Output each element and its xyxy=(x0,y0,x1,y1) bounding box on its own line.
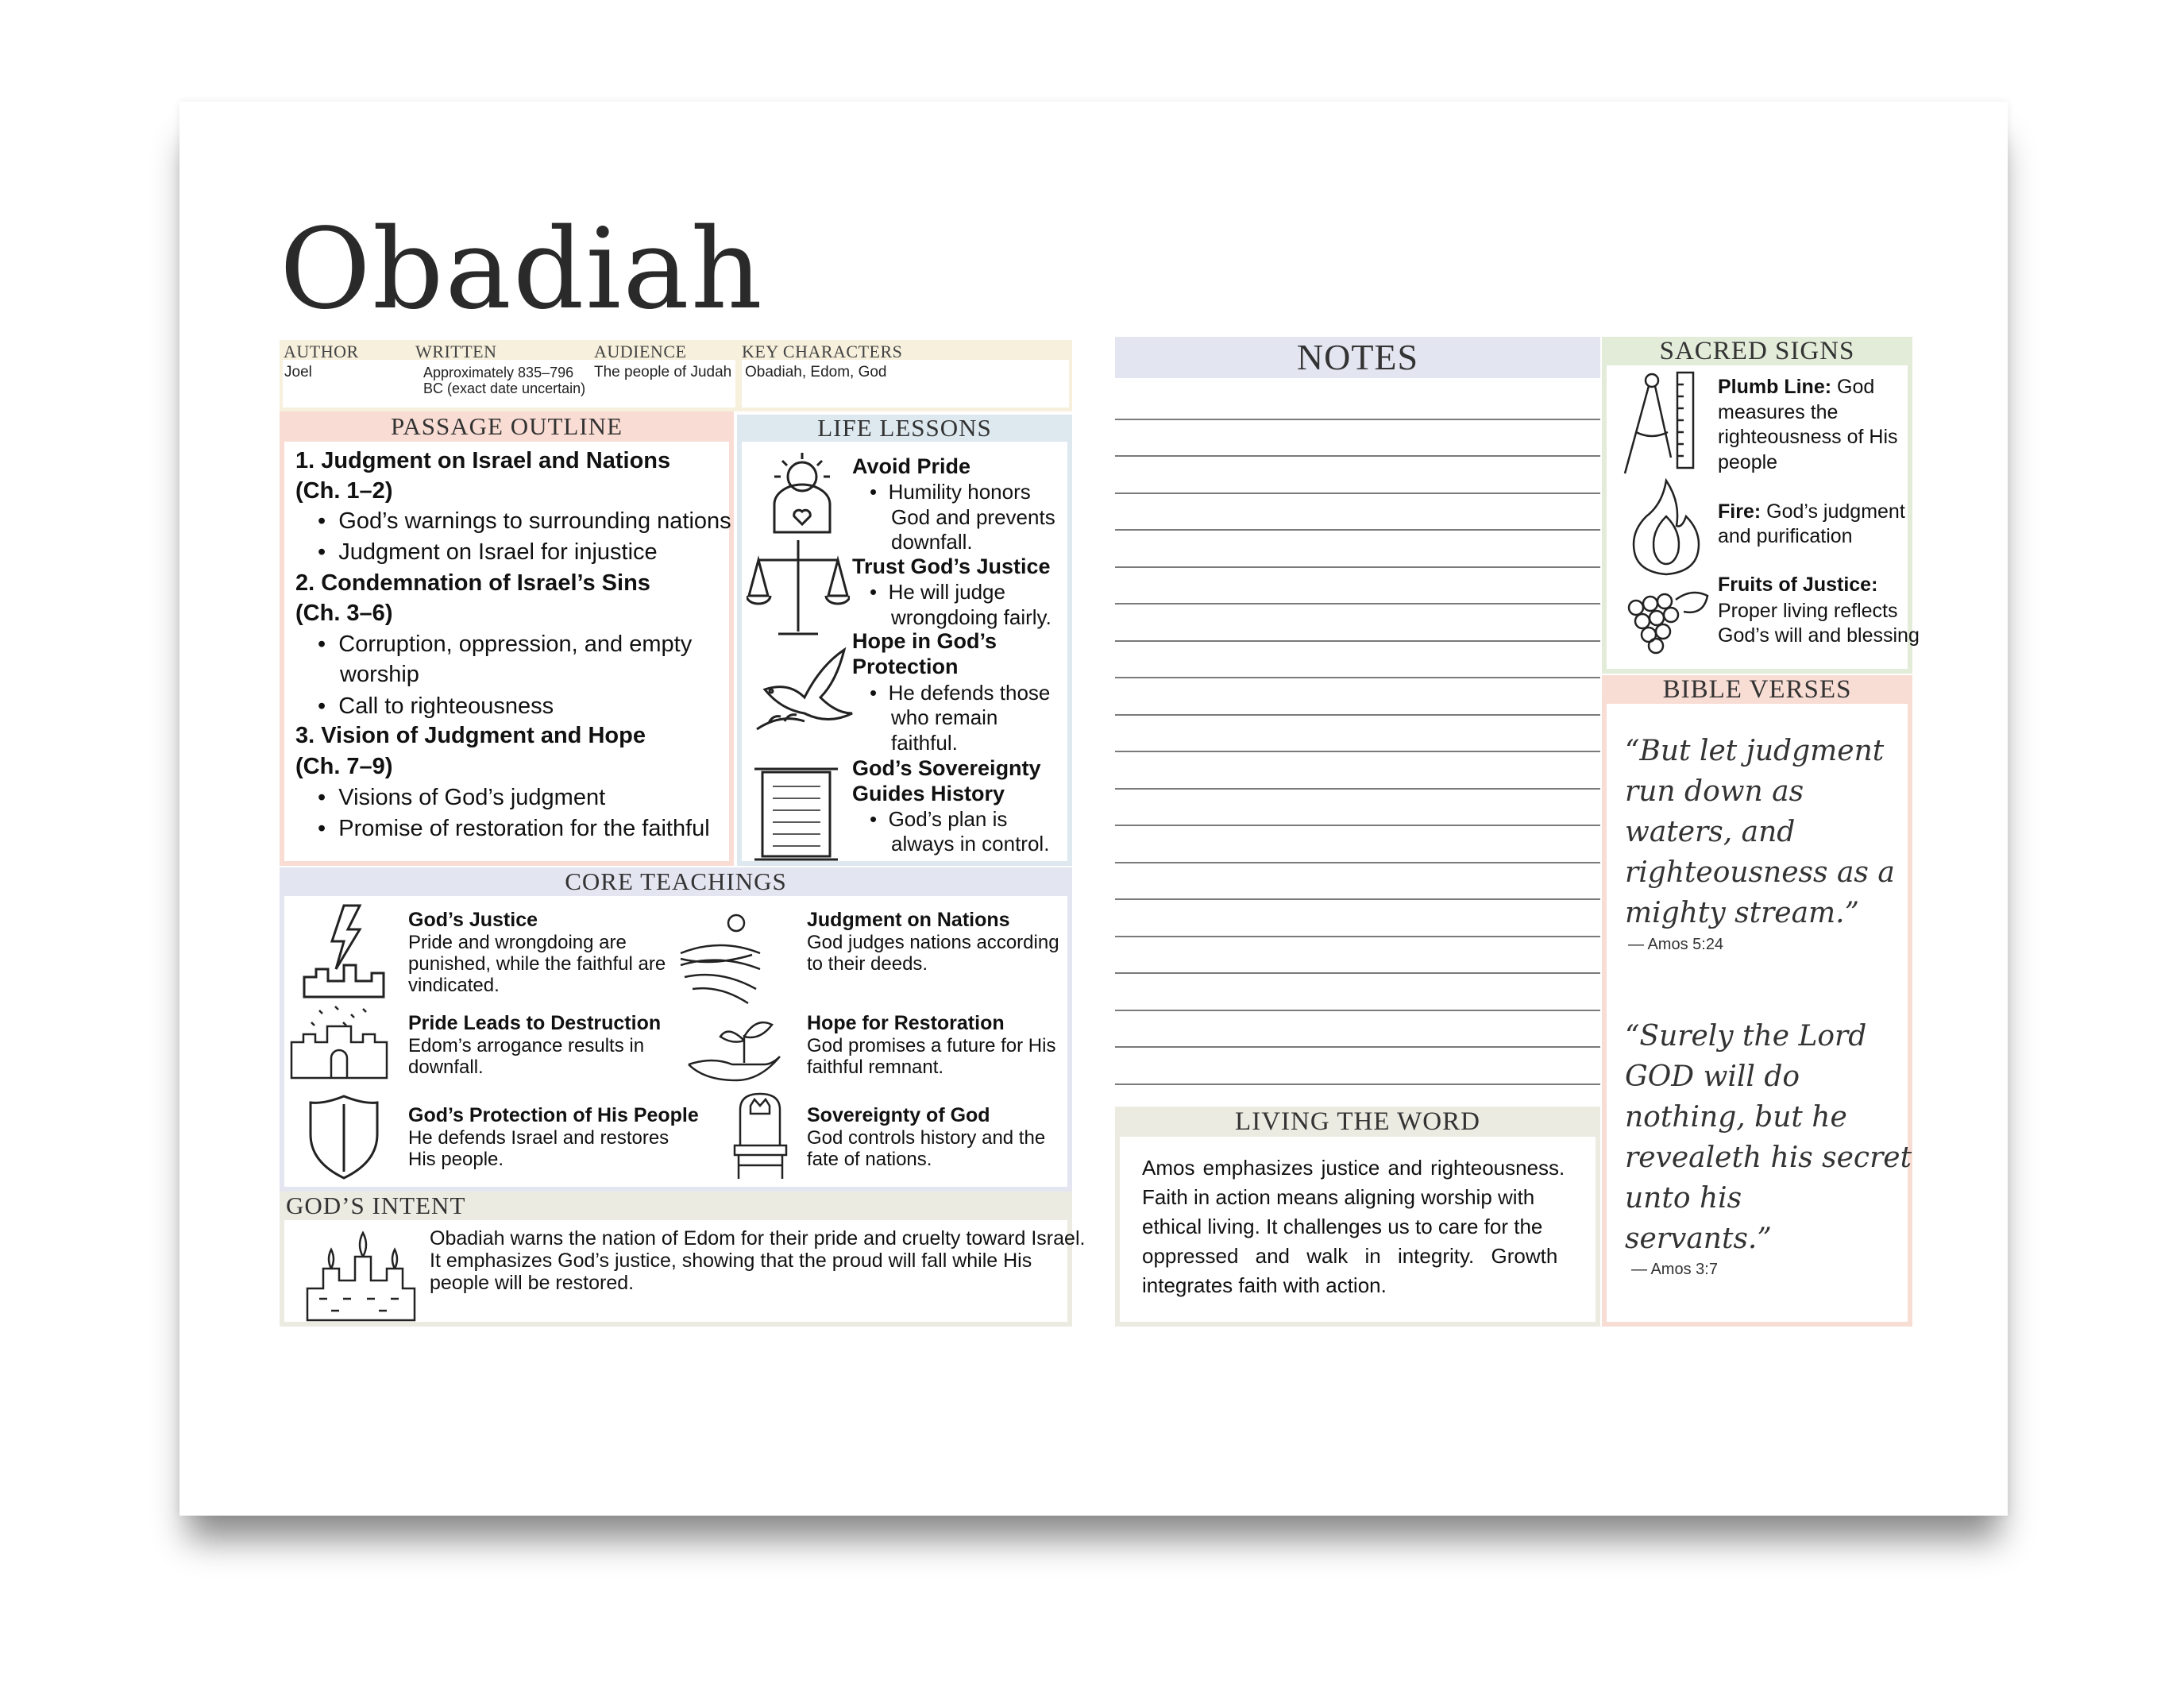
verse-2-line-6: servants.” xyxy=(1625,1223,1772,1255)
core-1-line-2: punished, while the faithful are xyxy=(408,953,666,975)
sign-3-title: Fruits of Justice: xyxy=(1718,574,1878,596)
notes-line[interactable] xyxy=(1115,751,1600,752)
notes-line[interactable] xyxy=(1115,972,1600,974)
core-2-line-2: to their deeds. xyxy=(807,953,928,975)
written-value-1: Approximately 835–796 xyxy=(423,365,574,380)
notes-line[interactable] xyxy=(1115,825,1600,826)
living-line-4: oppressed and walk in integrity. Growth xyxy=(1142,1244,1558,1268)
lesson-4-title-1: God’s Sovereignty xyxy=(852,756,1041,780)
sign-1-line-1: Plumb Line: God xyxy=(1718,376,1875,398)
notes-line[interactable] xyxy=(1115,529,1600,531)
outline-s2-ref: (Ch. 3–6) xyxy=(295,601,393,626)
core-3-line-1: Edom’s arrogance results in xyxy=(408,1035,645,1056)
sign-2-line-2: and purification xyxy=(1718,525,1853,547)
sign-3-line-2: God’s will and blessing xyxy=(1718,624,1920,647)
outline-s2-bullet-1-cont: worship xyxy=(340,662,419,687)
living-line-3: ethical living. It challenges us to care for the xyxy=(1142,1215,1543,1238)
notes-line[interactable] xyxy=(1115,1083,1600,1085)
outline-s1-title: 1. Judgment on Israel and Nations xyxy=(295,448,671,473)
core-5-line-1: He defends Israel and restores xyxy=(408,1127,669,1149)
verse-1-line-2: run down as xyxy=(1625,775,1804,808)
verse-1-reference: — Amos 5:24 xyxy=(1628,936,1724,953)
notes-line[interactable] xyxy=(1115,677,1600,678)
living-line-5: integrates faith with action. xyxy=(1142,1273,1387,1297)
lesson-1-bullet: • Humility honors xyxy=(870,480,1031,504)
living-word-header: LIVING THE WORD xyxy=(1235,1107,1480,1136)
notes-line[interactable] xyxy=(1115,603,1600,605)
page-title: Obadiah xyxy=(280,205,764,334)
grapes-icon xyxy=(1620,584,1711,655)
notes-line[interactable] xyxy=(1115,1046,1600,1048)
notes-line[interactable] xyxy=(1115,714,1600,716)
written-label: WRITTEN xyxy=(415,342,497,361)
intent-line-3: people will be restored. xyxy=(430,1272,635,1294)
plumb-line-compass-icon xyxy=(1620,369,1700,480)
sign-3-line-1: Proper living reflects xyxy=(1718,600,1898,622)
core-3-line-2: downfall. xyxy=(408,1056,484,1078)
lesson-2-text-2: wrongdoing fairly. xyxy=(891,605,1051,629)
lesson-4-bullet: • God’s plan is xyxy=(870,807,1008,831)
dove-icon xyxy=(749,634,860,745)
core-1-title: God’s Justice xyxy=(408,909,538,931)
outline-s3-ref: (Ch. 7–9) xyxy=(295,754,393,779)
notes-line[interactable] xyxy=(1115,788,1600,790)
living-line-2: Faith in action means aligning worship with xyxy=(1142,1185,1535,1209)
sign-1-line-4: people xyxy=(1718,451,1778,473)
written-value-2: BC (exact date uncertain) xyxy=(423,380,586,396)
gods-intent-header: GOD’S INTENT xyxy=(286,1192,466,1219)
author-label: AUTHOR xyxy=(284,342,359,361)
bible-verses-header: BIBLE VERSES xyxy=(1662,675,1852,704)
core-2-line-1: God judges nations according xyxy=(807,932,1059,953)
lesson-2-bullet: • He will judge xyxy=(870,580,1005,604)
intent-line-2: It emphasizes God’s justice, showing that the proud will fall while His xyxy=(430,1250,1032,1272)
author-value: Joel xyxy=(284,364,312,380)
lesson-1-title: Avoid Pride xyxy=(852,454,971,478)
outline-s3-bullet-1: • Visions of God’s judgment xyxy=(318,785,606,810)
intent-line-1: Obadiah warns the nation of Edom for their pride and cruelty toward Israel. xyxy=(430,1227,1086,1250)
verse-1-line-4: righteousness as a xyxy=(1625,856,1895,889)
core-4-line-2: faithful remnant. xyxy=(807,1056,944,1078)
notes-line[interactable] xyxy=(1115,455,1600,457)
verse-2-line-4: revealeth his secret xyxy=(1625,1141,1912,1174)
notes-line[interactable] xyxy=(1115,640,1600,642)
notes-line[interactable] xyxy=(1115,492,1600,494)
outline-s2-bullet-1: • Corruption, oppression, and empty xyxy=(318,632,693,657)
notes-line[interactable] xyxy=(1115,419,1600,420)
notes-line[interactable] xyxy=(1115,862,1600,863)
outline-s1-bullet-2: • Judgment on Israel for injustice xyxy=(318,539,658,565)
hand-sprout-icon xyxy=(685,1009,784,1084)
lesson-4-title-2: Guides History xyxy=(852,782,1005,805)
sacred-signs-header: SACRED SIGNS xyxy=(1659,337,1855,365)
notes-line[interactable] xyxy=(1115,1010,1600,1011)
outline-s2-bullet-2: • Call to righteousness xyxy=(318,693,554,719)
fire-icon xyxy=(1626,477,1706,576)
person-heart-icon xyxy=(766,449,838,536)
verse-1-line-5: mighty stream.” xyxy=(1625,897,1860,929)
core-5-title: God’s Protection of His People xyxy=(408,1104,699,1126)
scales-icon xyxy=(747,532,850,639)
life-lessons-header: LIFE LESSONS xyxy=(817,414,992,442)
verse-1-line-3: waters, and xyxy=(1625,816,1796,848)
outline-s1-bullet-1: • God’s warnings to surrounding nations xyxy=(318,508,731,534)
verse-2-reference: — Amos 3:7 xyxy=(1631,1261,1718,1278)
notes-line[interactable] xyxy=(1115,936,1600,937)
verse-2-line-2: GOD will do xyxy=(1625,1060,1800,1093)
outline-s2-title: 2. Condemnation of Israel’s Sins xyxy=(295,570,650,596)
audience-label: AUDIENCE xyxy=(594,342,687,361)
verse-1-line-1: “But let judgment xyxy=(1625,735,1885,767)
core-1-line-3: vindicated. xyxy=(408,975,500,996)
lesson-1-text-2: God and prevents xyxy=(891,505,1055,529)
characters-value: Obadiah, Edom, God xyxy=(745,364,887,380)
falling-fortress-icon xyxy=(287,1002,391,1082)
core-5-line-2: His people. xyxy=(408,1149,504,1170)
scroll-icon xyxy=(751,763,842,866)
lesson-3-title-2: Protection xyxy=(852,655,959,678)
audience-value: The people of Judah xyxy=(594,364,732,380)
core-4-title: Hope for Restoration xyxy=(807,1012,1005,1034)
burning-city-icon xyxy=(303,1223,419,1323)
outline-s1-ref: (Ch. 1–2) xyxy=(295,478,393,504)
characters-label: KEY CHARACTERS xyxy=(742,342,903,361)
passage-outline-header: PASSAGE OUTLINE xyxy=(390,412,623,440)
lesson-4-text-2: always in control. xyxy=(891,832,1050,856)
lesson-2-title: Trust God’s Justice xyxy=(852,554,1051,578)
lesson-3-title-1: Hope in God’s xyxy=(852,629,997,653)
throne-icon xyxy=(731,1090,790,1181)
notes-header: NOTES xyxy=(1296,337,1419,377)
lesson-3-text-2: who remain xyxy=(891,705,998,729)
core-1-line-1: Pride and wrongdoing are xyxy=(408,932,627,953)
lesson-3-bullet: • He defends those xyxy=(870,681,1051,705)
verse-2-line-5: unto his xyxy=(1625,1182,1742,1215)
core-teachings-header: CORE TEACHINGS xyxy=(565,867,787,895)
fields-sun-icon xyxy=(677,910,764,1005)
core-6-title: Sovereignty of God xyxy=(807,1104,990,1126)
shield-icon xyxy=(307,1092,382,1181)
core-3-title: Pride Leads to Destruction xyxy=(408,1012,662,1034)
lesson-3-text-3: faithful. xyxy=(891,731,958,755)
core-6-line-1: God controls history and the xyxy=(807,1127,1046,1149)
lesson-1-text-3: downfall. xyxy=(891,530,973,554)
sign-1-line-2: measures the xyxy=(1718,401,1839,423)
notes-line[interactable] xyxy=(1115,898,1600,900)
core-6-line-2: fate of nations. xyxy=(807,1149,932,1170)
living-line-1: Amos emphasizes justice and righteousness. xyxy=(1142,1156,1565,1180)
verse-2-line-1: “Surely the Lord xyxy=(1625,1020,1867,1053)
core-2-title: Judgment on Nations xyxy=(807,909,1010,931)
lightning-castle-icon xyxy=(300,902,392,1001)
sign-2-line-1: Fire: God’s judgment xyxy=(1718,500,1905,523)
notes-line[interactable] xyxy=(1115,566,1600,568)
outline-s3-title: 3. Vision of Judgment and Hope xyxy=(295,723,646,748)
outline-s3-bullet-2: • Promise of restoration for the faithful xyxy=(318,816,710,841)
verse-2-line-3: nothing, but he xyxy=(1625,1101,1847,1134)
core-4-line-1: God promises a future for His xyxy=(807,1035,1056,1056)
sign-1-line-3: righteousness of His xyxy=(1718,426,1898,448)
